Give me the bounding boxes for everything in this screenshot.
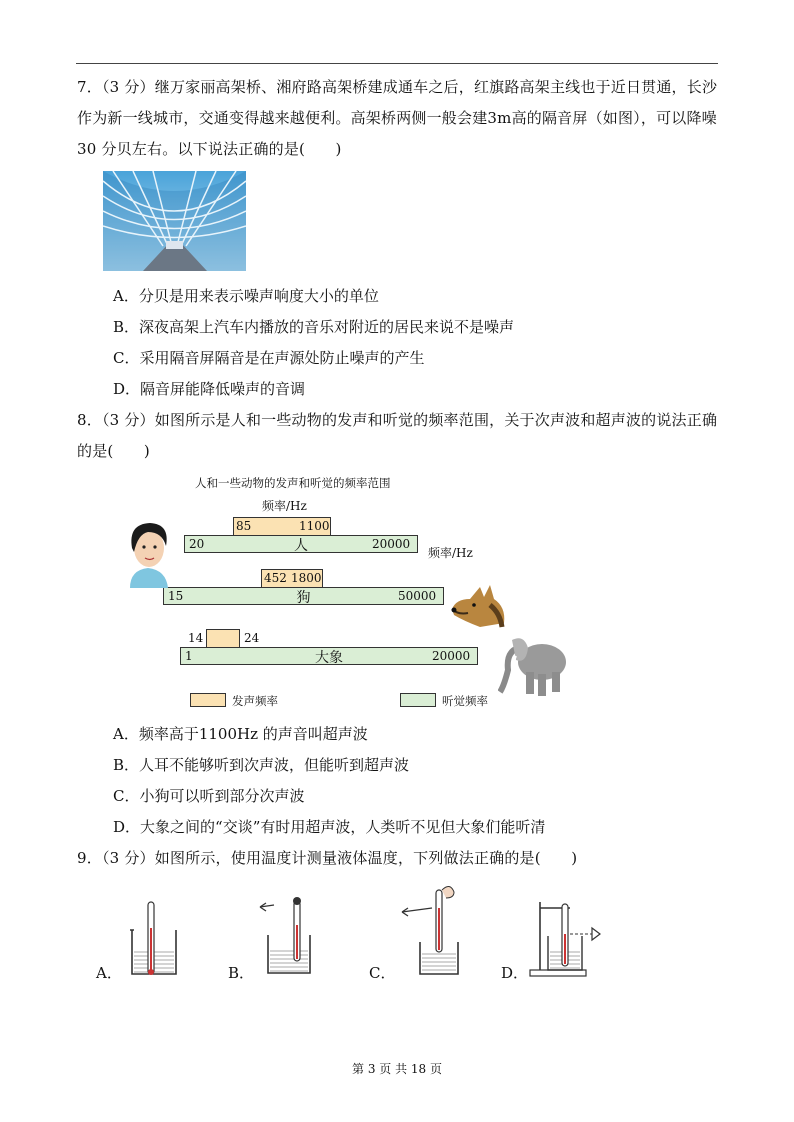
voice-high-label-1: 1800 [291,571,322,585]
row-name-label-2: 大象 [315,650,343,666]
q9-label-b: B． [228,964,255,982]
chart-title: 人和一些动物的发声和听觉的频率范围 [195,476,391,490]
hearing-high-label-0: 20000 [372,537,411,551]
voice-low-label-0: 85 [236,519,252,533]
hearing-low-label-1: 15 [168,589,184,603]
q9-label-d: D． [501,964,529,982]
thermometer-figure-b [258,895,318,977]
chart-unit-label: 频率/Hz [262,499,307,513]
q7-option-a: A．分贝是用来表示噪声响度大小的单位 [113,287,379,305]
q8-option-a: A．频率高于1100Hz 的声音叫超声波 [113,725,368,743]
legend-swatch-hearing [400,693,436,707]
voice-low-label-2: 14 [188,631,204,645]
row-name-label-1: 狗 [296,590,311,606]
woman-illustration [118,518,178,588]
question-9-stem: 9．（3 分）如图所示，使用温度计测量液体温度，下列做法正确的是( ) [77,849,578,867]
q9-label-c: C． [369,964,396,982]
header-rule [76,63,718,64]
sound-barrier-photo [103,171,246,271]
voice-range-bar-2 [206,629,240,648]
hearing-high-label-1: 50000 [398,589,437,603]
elephant-illustration [498,630,570,700]
thermometer-figure-c [398,880,468,978]
dog-illustration [450,583,508,629]
q8-option-c: C．小狗可以听到部分次声波 [113,787,305,805]
hearing-low-label-2: 1 [185,649,193,663]
q8-option-b: B．人耳不能够听到次声波，但能听到超声波 [113,756,410,774]
q7-option-c: C．采用隔音屏隔音是在声源处防止噪声的产生 [113,349,425,367]
row-name-label-0: 人 [294,538,308,554]
hearing-low-label-0: 20 [189,537,205,551]
legend-label-hearing: 听觉频率 [442,694,488,708]
voice-low-label-1: 452 [264,571,287,585]
voice-high-label-2: 24 [244,631,260,645]
q9-label-a: A． [96,964,122,982]
legend-label-voice: 发声频率 [232,694,278,708]
legend-swatch-voice [190,693,226,707]
q7-option-d: D．隔音屏能降低噪声的音调 [113,380,306,398]
question-7-stem: 7．（3 分）继万家丽高架桥、湘府路高架桥建成通车之后，红旗路高架主线也于近日贯通，长沙作为新一线城市，交通变得越来越便利。高架桥两侧一般会建3m高的隔音屏（如图），可以降噪 30 分贝左右。以下说法正确的是( ) [77,78,718,158]
q8-option-d: D．大象之间的“交谈”有时用超声波，人类听不见但大象们能听清 [113,818,546,836]
page-footer: 第 3 页 共 18 页 [352,1062,442,1076]
chart-axis-label: 频率/Hz [428,546,473,560]
voice-high-label-0: 1100 [299,519,330,533]
thermometer-figure-a [124,898,184,978]
q7-option-b: B．深夜高架上汽车内播放的音乐对附近的居民来说不是噪声 [113,318,515,336]
question-8-stem: 8．（3 分）如图所示是人和一些动物的发声和听觉的频率范围，关于次声波和超声波的说法正确的是( ) [77,411,718,460]
hearing-high-label-2: 20000 [432,649,471,663]
thermometer-figure-d [526,898,602,978]
